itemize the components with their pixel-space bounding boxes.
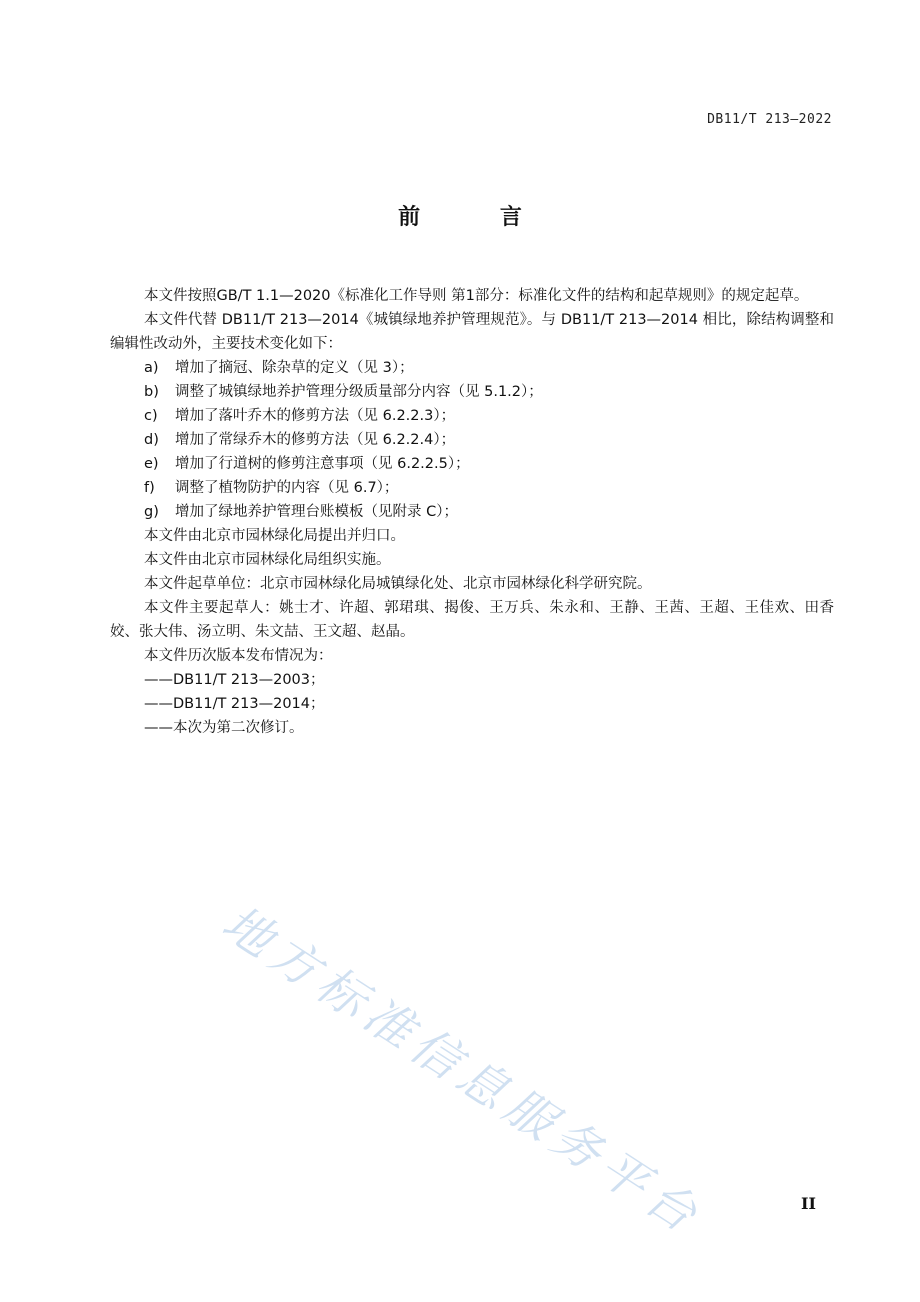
- list-text: 增加了绿地养护管理台账模板（见附录 C）；: [175, 504, 458, 520]
- list-text: 调整了城镇绿地养护管理分级质量部分内容（见 5.1.2）；: [175, 384, 543, 400]
- version-history-item: ——本次为第二次修订。: [144, 720, 304, 736]
- list-item: [110, 476, 834, 500]
- list-marker: a): [144, 360, 159, 376]
- paragraph: 本文件主要起草人：姚士才、许超、郭珺琪、揭俊、王万兵、朱永和、王静、王茜、王超、王佳欢、田香姣、张大伟、汤立明、朱文喆、王文超、赵晶。: [110, 600, 834, 640]
- paragraph: 本文件起草单位：北京市园林绿化局城镇绿化处、北京市园林绿化科学研究院。: [144, 576, 652, 592]
- list-item: [110, 452, 834, 476]
- paragraph: 本文件历次版本发布情况为：: [144, 648, 333, 664]
- version-history-item: ——DB11/T 213—2014；: [144, 696, 325, 712]
- list-item: [110, 428, 834, 452]
- list-item: [110, 356, 834, 380]
- list-marker: b): [144, 384, 159, 400]
- list-text: 增加了落叶乔木的修剪方法（见 6.2.2.3）；: [175, 408, 456, 424]
- list-text: 增加了常绿乔木的修剪方法（见 6.2.2.4）；: [175, 432, 456, 448]
- paragraph: 本文件由北京市园林绿化局组织实施。: [144, 552, 391, 568]
- list-item: [110, 500, 834, 524]
- list-text: 调整了植物防护的内容（见 6.7）；: [175, 480, 399, 496]
- page-number: II: [801, 1194, 816, 1213]
- page-title: 前 言: [398, 205, 558, 230]
- list-marker: e): [144, 456, 159, 472]
- list-marker: c): [144, 408, 158, 424]
- paragraph: 本文件按照GB/T 1.1—2020《标准化工作导则 第1部分：标准化文件的结构和起草规则》的规定起草。: [144, 288, 809, 304]
- paragraph: 本文件由北京市园林绿化局提出并归口。: [144, 528, 405, 544]
- version-history-item: ——DB11/T 213—2003；: [144, 672, 325, 688]
- list-text: 增加了摘冠、除杂草的定义（见 3）；: [175, 360, 414, 376]
- list-marker: d): [144, 432, 159, 448]
- list-item: [110, 380, 834, 404]
- list-marker: g): [144, 504, 159, 520]
- watermark: 地方标准信息服务平台: [212, 894, 713, 1247]
- list-text: 增加了行道树的修剪注意事项（见 6.2.2.5）；: [175, 456, 470, 472]
- paragraph: 本文件代替 DB11/T 213—2014《城镇绿地养护管理规范》。与 DB11/T 213—2014 相比，除结构调整和编辑性改动外，主要技术变化如下：: [110, 312, 834, 352]
- list-item: [110, 404, 834, 428]
- document-body: [110, 284, 834, 740]
- list-marker: f): [144, 480, 155, 496]
- document-code: DB11/T 213—2022: [707, 112, 832, 127]
